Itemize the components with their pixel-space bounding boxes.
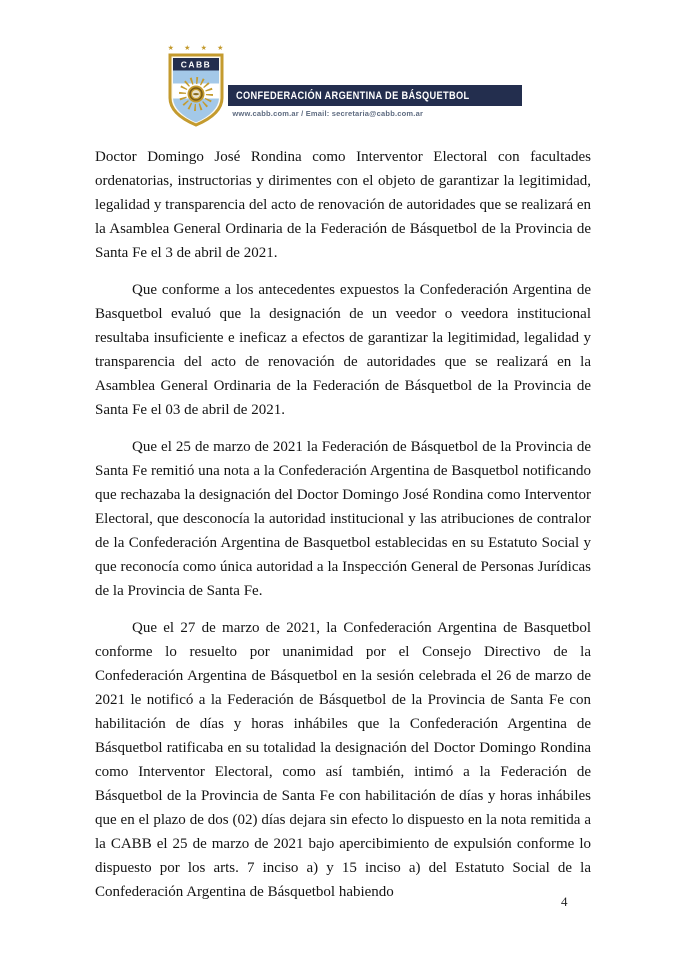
paragraph: Doctor Domingo José Rondina como Interventor Electoral con facultades ordenatorias, instructorias y dirimentes con el objeto de garantizar la legitimidad, legalidad y transparencia del acto de renovación de autoridades que se realizará en la Asamblea General Ordinaria de la Federación de Básquetbol de la Provincia de Santa Fe el 3 de abril de 2021. <box>95 149 591 261</box>
cabb-logo <box>164 44 228 127</box>
banner-contact: www.cabb.com.ar / Email: secretaria@cabb.com.ar <box>232 109 424 118</box>
paragraph: Que el 25 de marzo de 2021 la Federación de Básquetbol de la Provincia de Santa Fe remitió una nota a la Confederación Argentina de Basquetbol notificando que rechazaba la designación del Doctor Domingo José Rondina como Interventor Electoral, que desconocía la autoridad institucional y las atribuciones de contralor de la Confederación Argentina de Basquetbol establecidas en su Estatuto Social y que reconocía como única autoridad a la Inspección General de Personas Jurídicas de la Provincia de Santa Fe. <box>95 439 591 599</box>
header <box>0 44 686 127</box>
stars-icon: ★ ★ ★ ★ <box>167 44 228 52</box>
page-number: 4 <box>561 894 568 909</box>
document-body <box>95 145 591 917</box>
header-banner <box>228 85 522 118</box>
paragraph: Que el 27 de marzo de 2021, la Confederación Argentina de Basquetbol conforme lo resuelto por unanimidad por el Consejo Directivo de la Confederación Argentina de Básquetbol en la sesión celebrada el 26 de marzo de 2021 le notificó a la Federación de Básquetbol de la Provincia de Santa Fe con habilitación de días y horas inhábiles que la Confederación Argentina de Básquetbol ratificaba en su totalidad la designación del Doctor Domingo Rondina como Interventor Electoral, como así también, intimó a la Federación de Básquetbol de la Provincia de Santa Fe con habilitación de días y horas inhábiles que en el plazo de dos (02) días dejara sin efecto lo dispuesto en la nota remitida a la CABB el 25 de marzo de 2021 bajo apercibimiento de expulsión conforme lo dispuesto por los arts. 7 inciso a) y 15 inciso a) del Estatuto Social de la Confederación Argentina de Básquetbol habiendo <box>95 620 591 900</box>
banner-title: CONFEDERACIÓN ARGENTINA DE BÁSQUETBOL <box>236 89 470 102</box>
banner-title-bar <box>228 85 522 106</box>
shield-icon <box>168 53 224 127</box>
shield-acronym: CABB <box>180 59 211 70</box>
paragraph: Que conforme a los antecedentes expuestos la Confederación Argentina de Basquetbol evaluó que la designación de un veedor o veedora institucional resultaba insuficiente e ineficaz a efectos de garantizar la legitimidad, legalidad y transparencia del acto de renovación de autoridades que se realizará en la Asamblea General Ordinaria de la Federación de Básquetbol de la Provincia de Santa Fe el 03 de abril de 2021. <box>95 282 591 418</box>
